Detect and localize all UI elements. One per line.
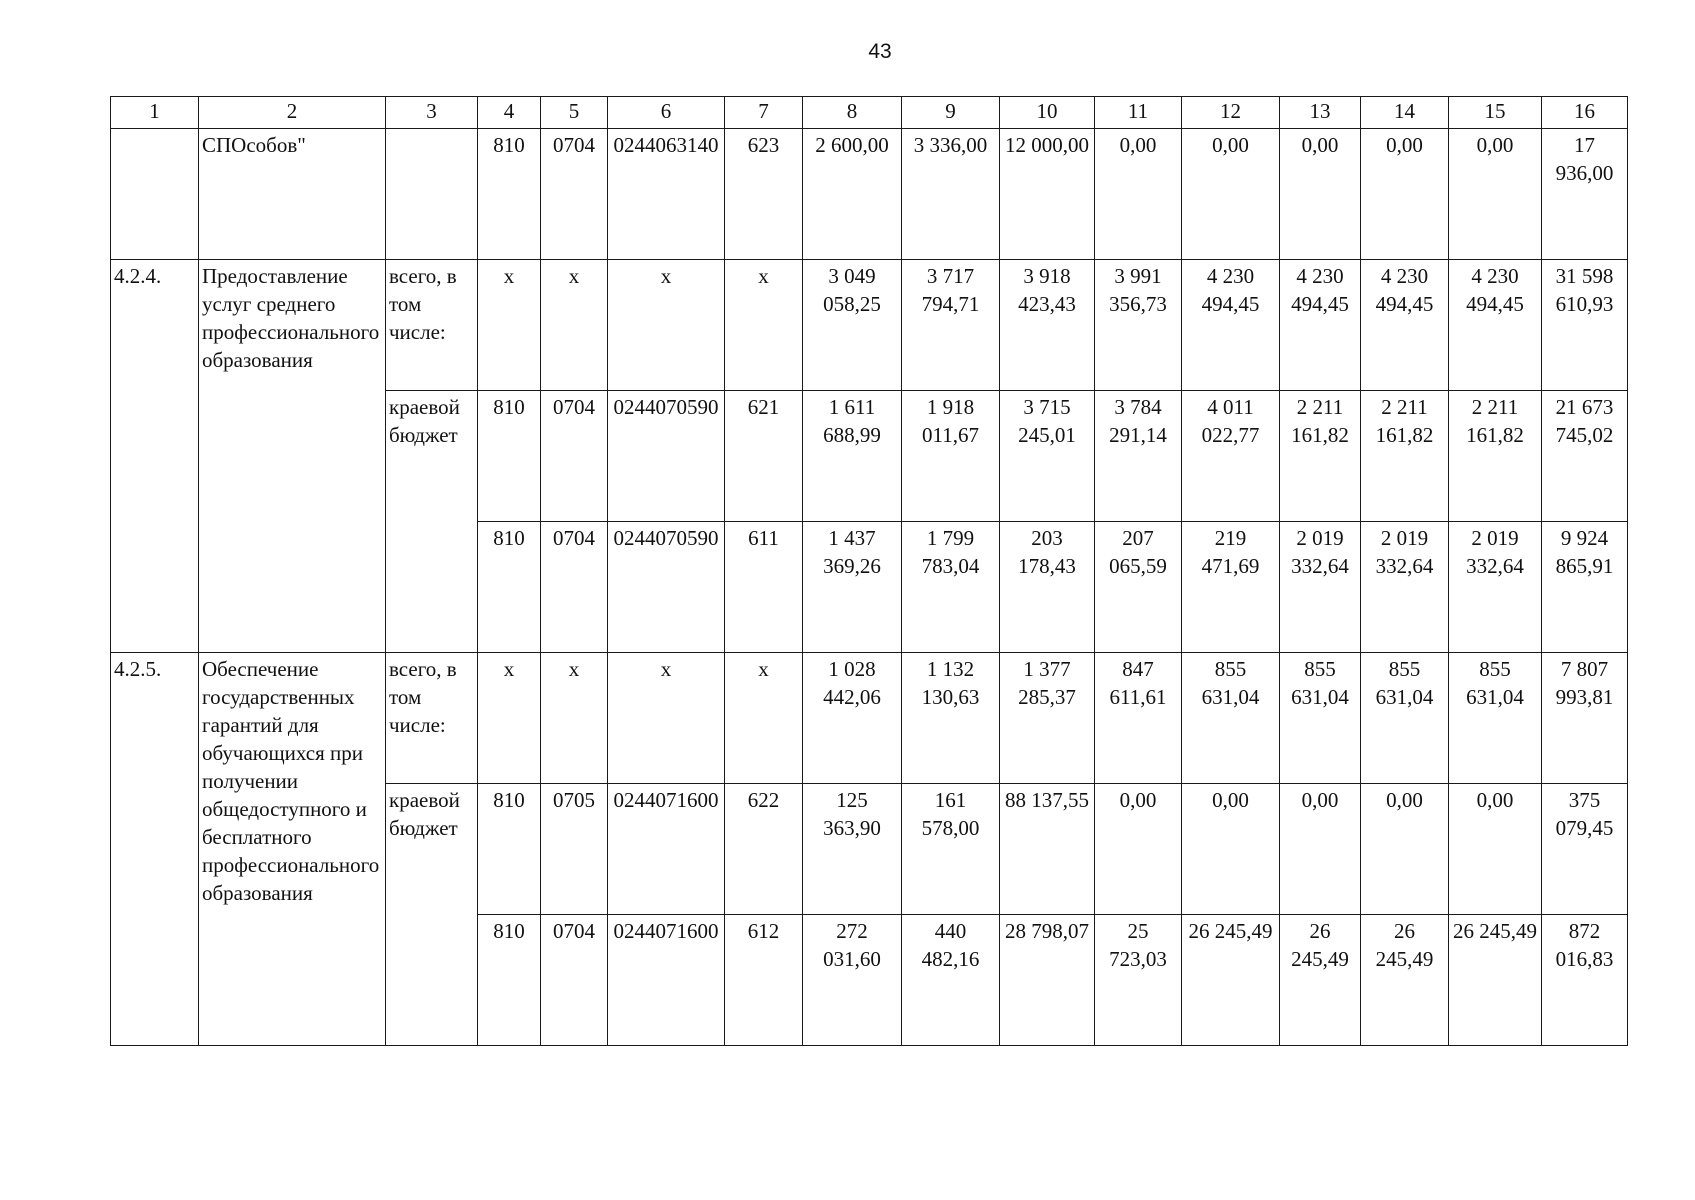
cell-value: 125 363,90: [803, 784, 902, 915]
cell-value: 2 211 161,82: [1361, 391, 1449, 522]
cell-value: x: [725, 260, 803, 391]
cell-value: 26 245,49: [1280, 915, 1361, 1046]
cell-value: 3 717 794,71: [902, 260, 1000, 391]
cell-value: 88 137,55: [1000, 784, 1095, 915]
cell-value: 855 631,04: [1449, 653, 1542, 784]
cell-value: 25 723,03: [1095, 915, 1182, 1046]
cell-value: 855 631,04: [1182, 653, 1280, 784]
cell-value: 0244071600: [608, 915, 725, 1046]
cell-value: 3 991 356,73: [1095, 260, 1182, 391]
cell-value: 623: [725, 129, 803, 260]
cell-value: 2 019 332,64: [1280, 522, 1361, 653]
header-cell: 10: [1000, 97, 1095, 129]
header-cell: 3: [386, 97, 478, 129]
cell-value: 622: [725, 784, 803, 915]
header-cell: 11: [1095, 97, 1182, 129]
cell-value: 0,00: [1449, 129, 1542, 260]
cell-value: 1 028 442,06: [803, 653, 902, 784]
cell-value: 0244070590: [608, 391, 725, 522]
cell-value: 9 924 865,91: [1542, 522, 1628, 653]
cell-value: 3 918 423,43: [1000, 260, 1095, 391]
cell-value: 0,00: [1280, 129, 1361, 260]
cell-value: 855 631,04: [1361, 653, 1449, 784]
cell-value: 2 211 161,82: [1280, 391, 1361, 522]
header-cell: 16: [1542, 97, 1628, 129]
header-cell: 5: [541, 97, 608, 129]
cell-value: 612: [725, 915, 803, 1046]
header-cell: 4: [478, 97, 541, 129]
cell-value: 3 336,00: [902, 129, 1000, 260]
cell-value: 28 798,07: [1000, 915, 1095, 1046]
cell-value: 0,00: [1182, 784, 1280, 915]
header-cell: 6: [608, 97, 725, 129]
cell-value: x: [725, 653, 803, 784]
header-cell: 13: [1280, 97, 1361, 129]
cell-value: 4 230 494,45: [1280, 260, 1361, 391]
cell-value: 611: [725, 522, 803, 653]
cell-value: 4 230 494,45: [1449, 260, 1542, 391]
cell-value: 1 377 285,37: [1000, 653, 1095, 784]
header-cell: 8: [803, 97, 902, 129]
cell-value: 2 600,00: [803, 129, 902, 260]
cell-value: 31 598 610,93: [1542, 260, 1628, 391]
cell-value: 0704: [541, 915, 608, 1046]
cell-source: всего, в том числе:: [386, 260, 478, 391]
cell-source: всего, в том числе:: [386, 653, 478, 784]
cell-value: x: [541, 653, 608, 784]
cell-value: 3 784 291,14: [1095, 391, 1182, 522]
cell-value: 1 918 011,67: [902, 391, 1000, 522]
header-cell: 14: [1361, 97, 1449, 129]
cell-value: 1 437 369,26: [803, 522, 902, 653]
cell-code: [111, 129, 199, 260]
cell-source: краевой бюджет: [386, 784, 478, 1046]
cell-code: 4.2.4.: [111, 260, 199, 653]
cell-value: 810: [478, 391, 541, 522]
cell-value: x: [608, 260, 725, 391]
cell-value: 4 230 494,45: [1182, 260, 1280, 391]
header-cell: 1: [111, 97, 199, 129]
cell-value: 872 016,83: [1542, 915, 1628, 1046]
cell-value: 4 011 022,77: [1182, 391, 1280, 522]
page-number: 43: [868, 40, 892, 63]
cell-code: 4.2.5.: [111, 653, 199, 1046]
cell-value: 810: [478, 522, 541, 653]
cell-value: 0,00: [1182, 129, 1280, 260]
cell-value: 810: [478, 915, 541, 1046]
cell-value: 26 245,49: [1361, 915, 1449, 1046]
cell-value: x: [541, 260, 608, 391]
cell-value: 203 178,43: [1000, 522, 1095, 653]
cell-value: 810: [478, 784, 541, 915]
table-row-continuation: [111, 129, 1628, 260]
cell-name: СПОсобов": [199, 129, 386, 260]
cell-value: 0704: [541, 391, 608, 522]
cell-value: 2 019 332,64: [1361, 522, 1449, 653]
cell-value: 1 132 130,63: [902, 653, 1000, 784]
cell-value: 272 031,60: [803, 915, 902, 1046]
cell-value: 375 079,45: [1542, 784, 1628, 915]
cell-value: 219 471,69: [1182, 522, 1280, 653]
cell-value: 7 807 993,81: [1542, 653, 1628, 784]
cell-value: 0704: [541, 522, 608, 653]
table-row-425-total: [111, 653, 1628, 784]
cell-value: 440 482,16: [902, 915, 1000, 1046]
cell-value: 0244063140: [608, 129, 725, 260]
cell-value: 0,00: [1095, 784, 1182, 915]
cell-value: 0,00: [1361, 129, 1449, 260]
cell-value: 0704: [541, 129, 608, 260]
header-cell: 12: [1182, 97, 1280, 129]
cell-source: [386, 129, 478, 260]
cell-value: 1 799 783,04: [902, 522, 1000, 653]
cell-value: x: [478, 260, 541, 391]
cell-value: 0705: [541, 784, 608, 915]
header-cell: 7: [725, 97, 803, 129]
cell-value: 2 019 332,64: [1449, 522, 1542, 653]
cell-value: 847 611,61: [1095, 653, 1182, 784]
cell-value: 0,00: [1280, 784, 1361, 915]
cell-value: 0244070590: [608, 522, 725, 653]
cell-value: 207 065,59: [1095, 522, 1182, 653]
cell-source: краевой бюджет: [386, 391, 478, 653]
cell-value: 21 673 745,02: [1542, 391, 1628, 522]
cell-name: Обеспечение государственных гарантий для обучающихся при получении общедоступного и бесплатного профессионального образования: [199, 653, 386, 1046]
cell-value: 26 245,49: [1449, 915, 1542, 1046]
cell-value: 0244071600: [608, 784, 725, 915]
cell-value: 855 631,04: [1280, 653, 1361, 784]
header-cell: 15: [1449, 97, 1542, 129]
cell-value: 0,00: [1095, 129, 1182, 260]
cell-value: 161 578,00: [902, 784, 1000, 915]
header-cell: 9: [902, 97, 1000, 129]
cell-value: 12 000,00: [1000, 129, 1095, 260]
cell-value: 4 230 494,45: [1361, 260, 1449, 391]
cell-value: 810: [478, 129, 541, 260]
cell-value: 17 936,00: [1542, 129, 1628, 260]
cell-value: 0,00: [1449, 784, 1542, 915]
cell-value: x: [608, 653, 725, 784]
cell-value: 621: [725, 391, 803, 522]
cell-value: 3 049 058,25: [803, 260, 902, 391]
cell-value: 2 211 161,82: [1449, 391, 1542, 522]
budget-table: [110, 96, 1628, 1046]
table-row-424-total: [111, 260, 1628, 391]
cell-value: 0,00: [1361, 784, 1449, 915]
cell-value: 1 611 688,99: [803, 391, 902, 522]
header-row: [111, 97, 1628, 129]
cell-name: Предоставление услуг среднего профессионального образования: [199, 260, 386, 653]
cell-value: x: [478, 653, 541, 784]
cell-value: 3 715 245,01: [1000, 391, 1095, 522]
header-cell: 2: [199, 97, 386, 129]
cell-value: 26 245,49: [1182, 915, 1280, 1046]
